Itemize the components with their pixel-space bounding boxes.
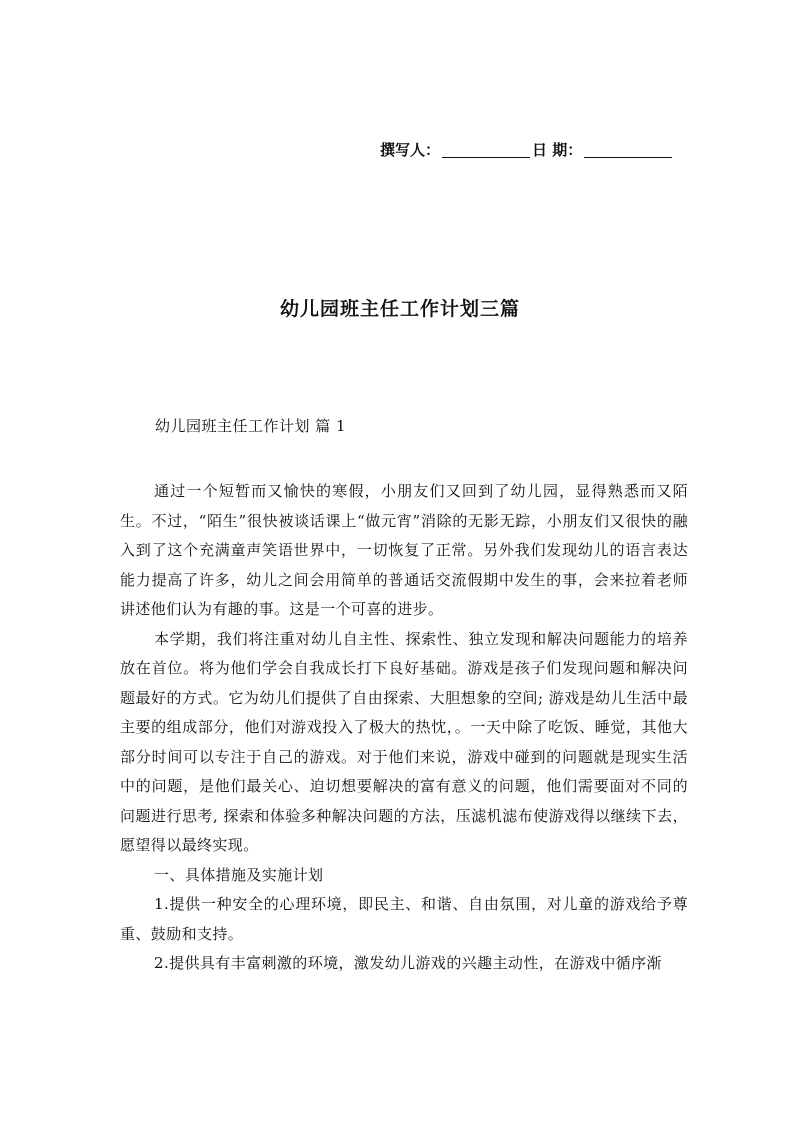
author-date-line	[380, 139, 680, 160]
paragraph: 通过一个短暂而又愉快的寒假，小朋友们又回到了幼儿园，显得熟悉而又陌生。不过，“陌生”很快被谈话课上“做元宵”消除的无影无踪，小朋友们又很快的融入到了这个充满童声笑语世界中，一切恢复了正常。另外我们发现幼儿的语言表达能力提高了许多，幼儿之间会用简单的普通话交流假期中发生的事，会来拉着老师讲述他们认为有趣的事。这是一个可喜的进步。	[120, 482, 688, 618]
document-title: 幼儿园班主任工作计划三篇	[279, 298, 520, 320]
paragraph: 本学期，我们将注重对幼儿自主性、探索性、独立发现和解决问题能力的培养放在首位。将为他们学会自我成长打下良好基础。游戏是孩子们发现问题和解决问题最好的方式。它为幼儿们提供了自由探索、大胆想象的空间; 游戏是幼儿生活中最主要的组成部分，他们对游戏投入了极大的热忱，。一天中除了吃饭、睡觉，其他大部分时间可以专注于自己的游戏。对于他们来说，游戏中碰到的问题就是现实生活中的问题，是他们最关心、迫切想要解决的富有意义的问题，他们需要面对不同的问题进行思考, 探索和体验多种解决问题的方法，压滤机滤布使游戏得以继续下去，愿望得以最终实现。	[120, 629, 688, 854]
author-label: 撰写人：	[380, 141, 441, 159]
list-item: 2.提供具有丰富刺激的环境，激发幼儿游戏的兴趣主动性，在游戏中循序渐	[154, 954, 662, 972]
date-label: 日 期：	[532, 141, 583, 159]
list-item: 1.提供一种安全的心理环境，即民主、和谐、自由氛围，对儿童的游戏给予尊重、鼓励和支持。	[120, 895, 688, 943]
section-subheading: 一、具体措施及实施计划	[154, 865, 324, 884]
date-blank	[584, 141, 672, 158]
author-blank	[442, 141, 530, 158]
section-heading: 幼儿园班主任工作计划 篇 1	[155, 417, 347, 435]
document-body	[120, 477, 688, 979]
